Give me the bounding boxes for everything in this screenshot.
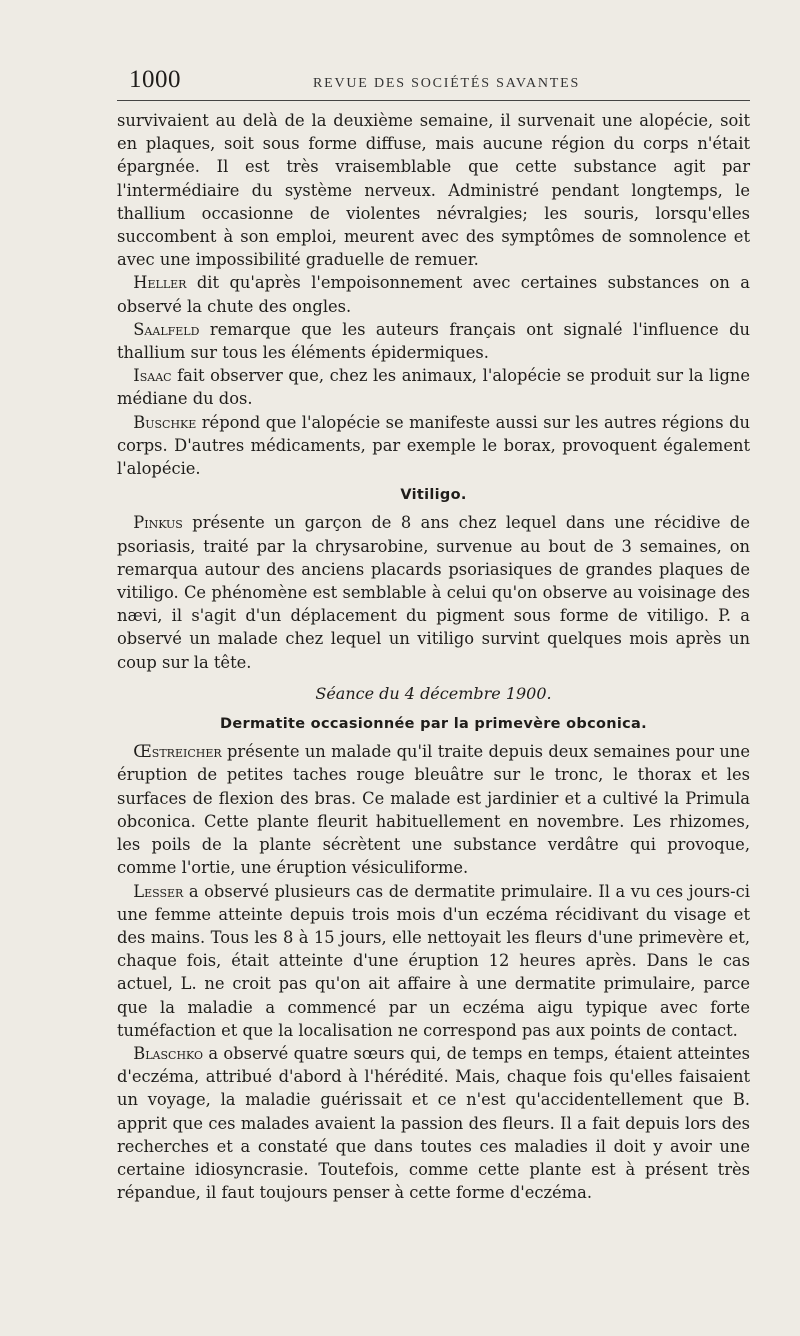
author-name: Blaschko bbox=[133, 1043, 203, 1063]
section-heading-vitiligo: Vitiligo. bbox=[400, 487, 467, 504]
author-name: Lesser bbox=[133, 881, 184, 901]
paragraph-text: présente un garçon de 8 ans chez lequel dans une récidive de psoriasis, traité par la chrysarobine, survenue au bout de 3 semaines, on remarqua autour des anciens placards psoriasiques de grandes plaques de vitiligo. Ce phénomène est semblable à celui qu'on observe au voisinage des nævi, il s'agit d'un déplacement du pigment sous forme de vitiligo. P. a observé un malade chez lequel un vitiligo survint quelques mois après un coup sur la tête. bbox=[117, 513, 750, 672]
paragraph-text: a observé quatre sœurs qui, de temps en temps, étaient atteintes d'eczéma, attribué d'abord à l'hérédité. Mais, chaque fois qu'elles faisaient un voyage, la maladie guérissait et ce n'est qu'accidentellement que B. apprit que ces malades avaient la passion des fleurs. Il a fait depuis lors des recherches et a constaté que dans toutes ces maladies il doit y avoir une certaine idiosyncrasie. Toutefois, comme cette plante est à présent très répandue, il faut toujours penser à cette forme d'eczéma. bbox=[117, 1043, 750, 1203]
session-heading: Séance du 4 décembre 1900. bbox=[315, 683, 552, 703]
paragraph-text: dit qu'après l'empoisonnement avec certaines substances on a observé la chute des ongles. bbox=[117, 273, 750, 316]
paragraph-text: remarque que les auteurs français ont signalé l'influence du thallium sur tous les éléments épidermiques. bbox=[117, 319, 750, 363]
author-name: Pinkus bbox=[133, 513, 183, 533]
author-name: Isaac bbox=[133, 366, 172, 386]
author-name: Saalfeld bbox=[133, 319, 200, 339]
paragraph-text: a observé plusieurs cas de dermatite primulaire. Il a vu ces jours-ci une femme atteinte depuis trois mois d'un eczéma récidivant du visage et des mains. Tous les 8 à 15 jours, elle nettoyait les fleurs d'une primevère et, chaque fois, était atteinte d'une éruption 12 heures après. Dans le cas actuel, L. ne croit pas qu'on ait affaire à une dermatite primulaire, parce que la maladie a commencé par un eczéma aigu typique avec forte tuméfaction et que la localisation ne correspond pas aux points de contact. bbox=[117, 881, 750, 1040]
paragraph bbox=[117, 740, 750, 879]
paragraph-text: survivaient au delà de la deuxième semaine, il survenait une alopécie, soit en plaques, soit sous forme diffuse, mais aucune région du corps n'était épargnée. Il est très vraisemblable que cette substance agit par l'intermédiaire du système nerveux. Administré pendant longtemps, le thallium occasionne de violentes névralgies; les souris, lorsqu'elles succombent à son emploi, meurent avec des symptômes de somnolence et avec une impossibilité graduelle de remuer. bbox=[117, 111, 750, 270]
paragraph bbox=[117, 318, 750, 364]
author-name: Heller bbox=[133, 273, 187, 293]
paragraph bbox=[117, 880, 750, 1042]
page-number: 1000 bbox=[129, 66, 181, 93]
author-name: Œstreicher bbox=[133, 742, 222, 762]
section-heading-dermatite: Dermatite occasionnée par la primevère obconica. bbox=[220, 716, 647, 733]
running-title: REVUE DES SOCIÉTÉS SAVANTES bbox=[313, 76, 581, 91]
author-name: Buschke bbox=[133, 412, 197, 432]
paragraph bbox=[117, 511, 750, 673]
paragraph-text: présente un malade qu'il traite depuis deux semaines pour une éruption de petites taches rouge bleuâtre sur le tronc, le thorax et les surfaces de flexion des bras. Ce malade est jardinier et a cultivé la Primula obconica. Cette plante fleurit habituellement en novembre. Les rhizomes, les poils de la plante sécrètent une substance verdâtre qui provoque, comme l'ortie, une éruption vésiculiforme. bbox=[117, 742, 750, 878]
paragraph bbox=[117, 1042, 750, 1204]
header-rule bbox=[117, 100, 750, 101]
article-body bbox=[117, 109, 750, 1204]
paragraph-text: répond que l'alopécie se manifeste aussi sur les autres régions du corps. D'autres médicaments, par exemple le borax, provoquent également l'alopécie. bbox=[117, 412, 750, 479]
paragraph bbox=[117, 109, 750, 271]
paragraph bbox=[117, 411, 750, 481]
paragraph bbox=[117, 364, 750, 410]
running-head bbox=[117, 66, 750, 100]
paragraph bbox=[117, 271, 750, 317]
paragraph-text: fait observer que, chez les animaux, l'alopécie se produit sur la ligne médiane du dos. bbox=[117, 366, 750, 409]
